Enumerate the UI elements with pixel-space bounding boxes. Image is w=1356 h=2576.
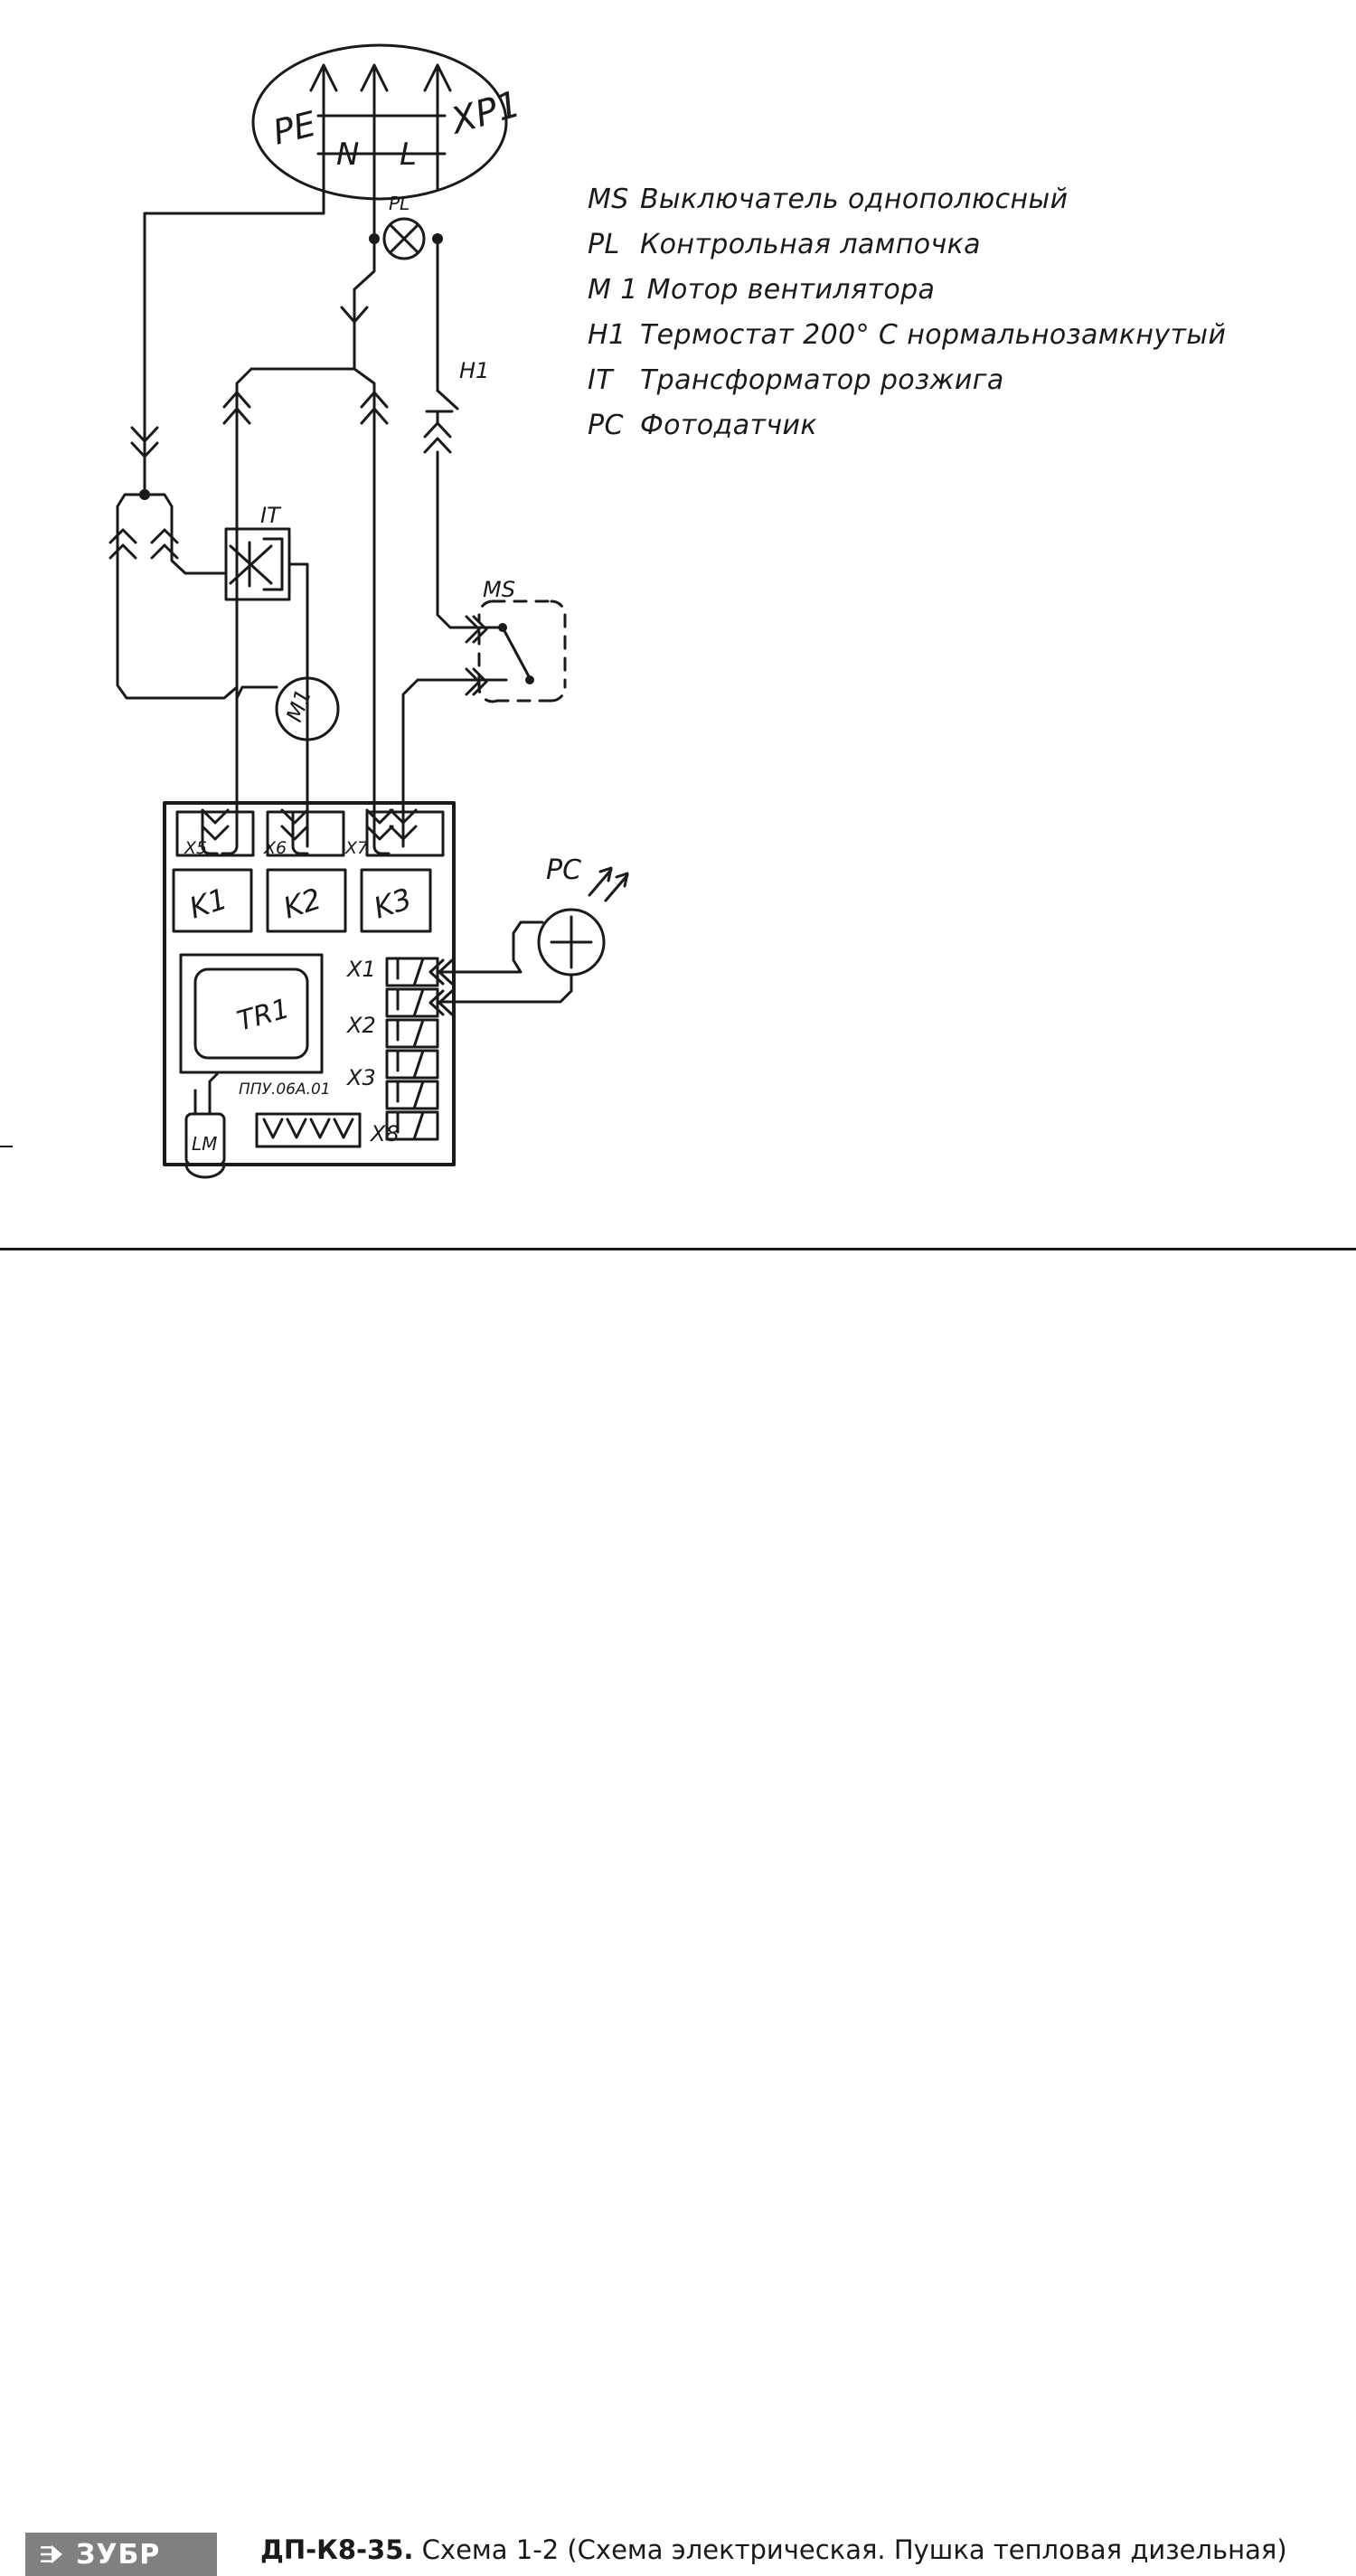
legend-item [588, 313, 1311, 358]
terminal-x2-label: X2 [347, 1013, 376, 1038]
relay-k3-label: K3 [369, 881, 416, 926]
sheet-edge-tick [0, 1146, 13, 1147]
relay-k1-label: K1 [184, 881, 231, 926]
ignition-transformer-it-label: IT [260, 503, 280, 528]
brand-logo [25, 2533, 217, 2576]
model-code: ДП-К8-35. [260, 2534, 414, 2565]
brand-name: ЗУБР [76, 2538, 161, 2571]
caption-text: Схема 1-2 (Схема электрическая. Пушка тепловая дизельная) [421, 2534, 1287, 2565]
connector-pin-n-label: N [336, 137, 360, 173]
indicator-lm-label: LM [192, 1133, 218, 1155]
legend-item-tag: MS [588, 184, 629, 215]
motor-m1-label: M1 [281, 685, 316, 726]
legend-item-tag: Н1 [588, 319, 626, 351]
control-board-outline [165, 803, 454, 1165]
arrow-logo-icon [36, 2539, 67, 2570]
connector-pin-pe-label: PE [268, 103, 320, 153]
footer-bar [0, 1250, 1356, 2571]
terminal-x1-label: X1 [347, 957, 376, 982]
lamp-pl-label: PL [389, 193, 410, 214]
legend-item-text: Выключатель однополюсный [639, 184, 1069, 215]
transformer-tr1-label: TR1 [233, 992, 294, 1038]
legend-item-text: Мотор вентилятора [646, 274, 936, 306]
board-part-number: ППУ.06А.01 [239, 1080, 331, 1099]
legend-item [588, 268, 1311, 313]
legend-item [588, 177, 1311, 222]
terminal-x3-label: X3 [347, 1065, 376, 1090]
legend-item-tag: M 1 [588, 274, 638, 306]
legend-item-text: Термостат 200° С нормальнозамкнутый [639, 319, 1227, 351]
legend-item-text: Трансформатор розжига [639, 364, 1004, 396]
legend-item [588, 222, 1311, 268]
legend-item-text: Фотодатчик [639, 410, 817, 441]
legend-item-text: Контрольная лампочка [639, 229, 981, 260]
photosensor-pc-label: PC [546, 854, 582, 886]
legend-item [588, 358, 1311, 403]
legend-list [588, 177, 1311, 448]
relay-k2-label: K2 [278, 881, 325, 926]
terminal-x8-label: X8 [371, 1121, 400, 1146]
switch-ms-label: MS [483, 577, 515, 602]
legend-item [588, 403, 1311, 448]
terminal-x7-label: X7 [345, 838, 369, 858]
connector-pin-l-label: L [400, 137, 417, 173]
terminal-x5-label: X5 [184, 838, 208, 858]
legend-item-tag: PL [588, 229, 620, 260]
terminal-x6-label: X6 [264, 838, 287, 858]
legend-item-tag: IT [588, 364, 613, 396]
connector-xp1-label: XP1 [447, 83, 525, 143]
thermostat-h1-label: Н1 [459, 358, 490, 383]
sheet-caption [260, 2534, 1287, 2565]
legend-item-tag: PC [588, 410, 624, 441]
terminal-x7 [367, 812, 443, 855]
